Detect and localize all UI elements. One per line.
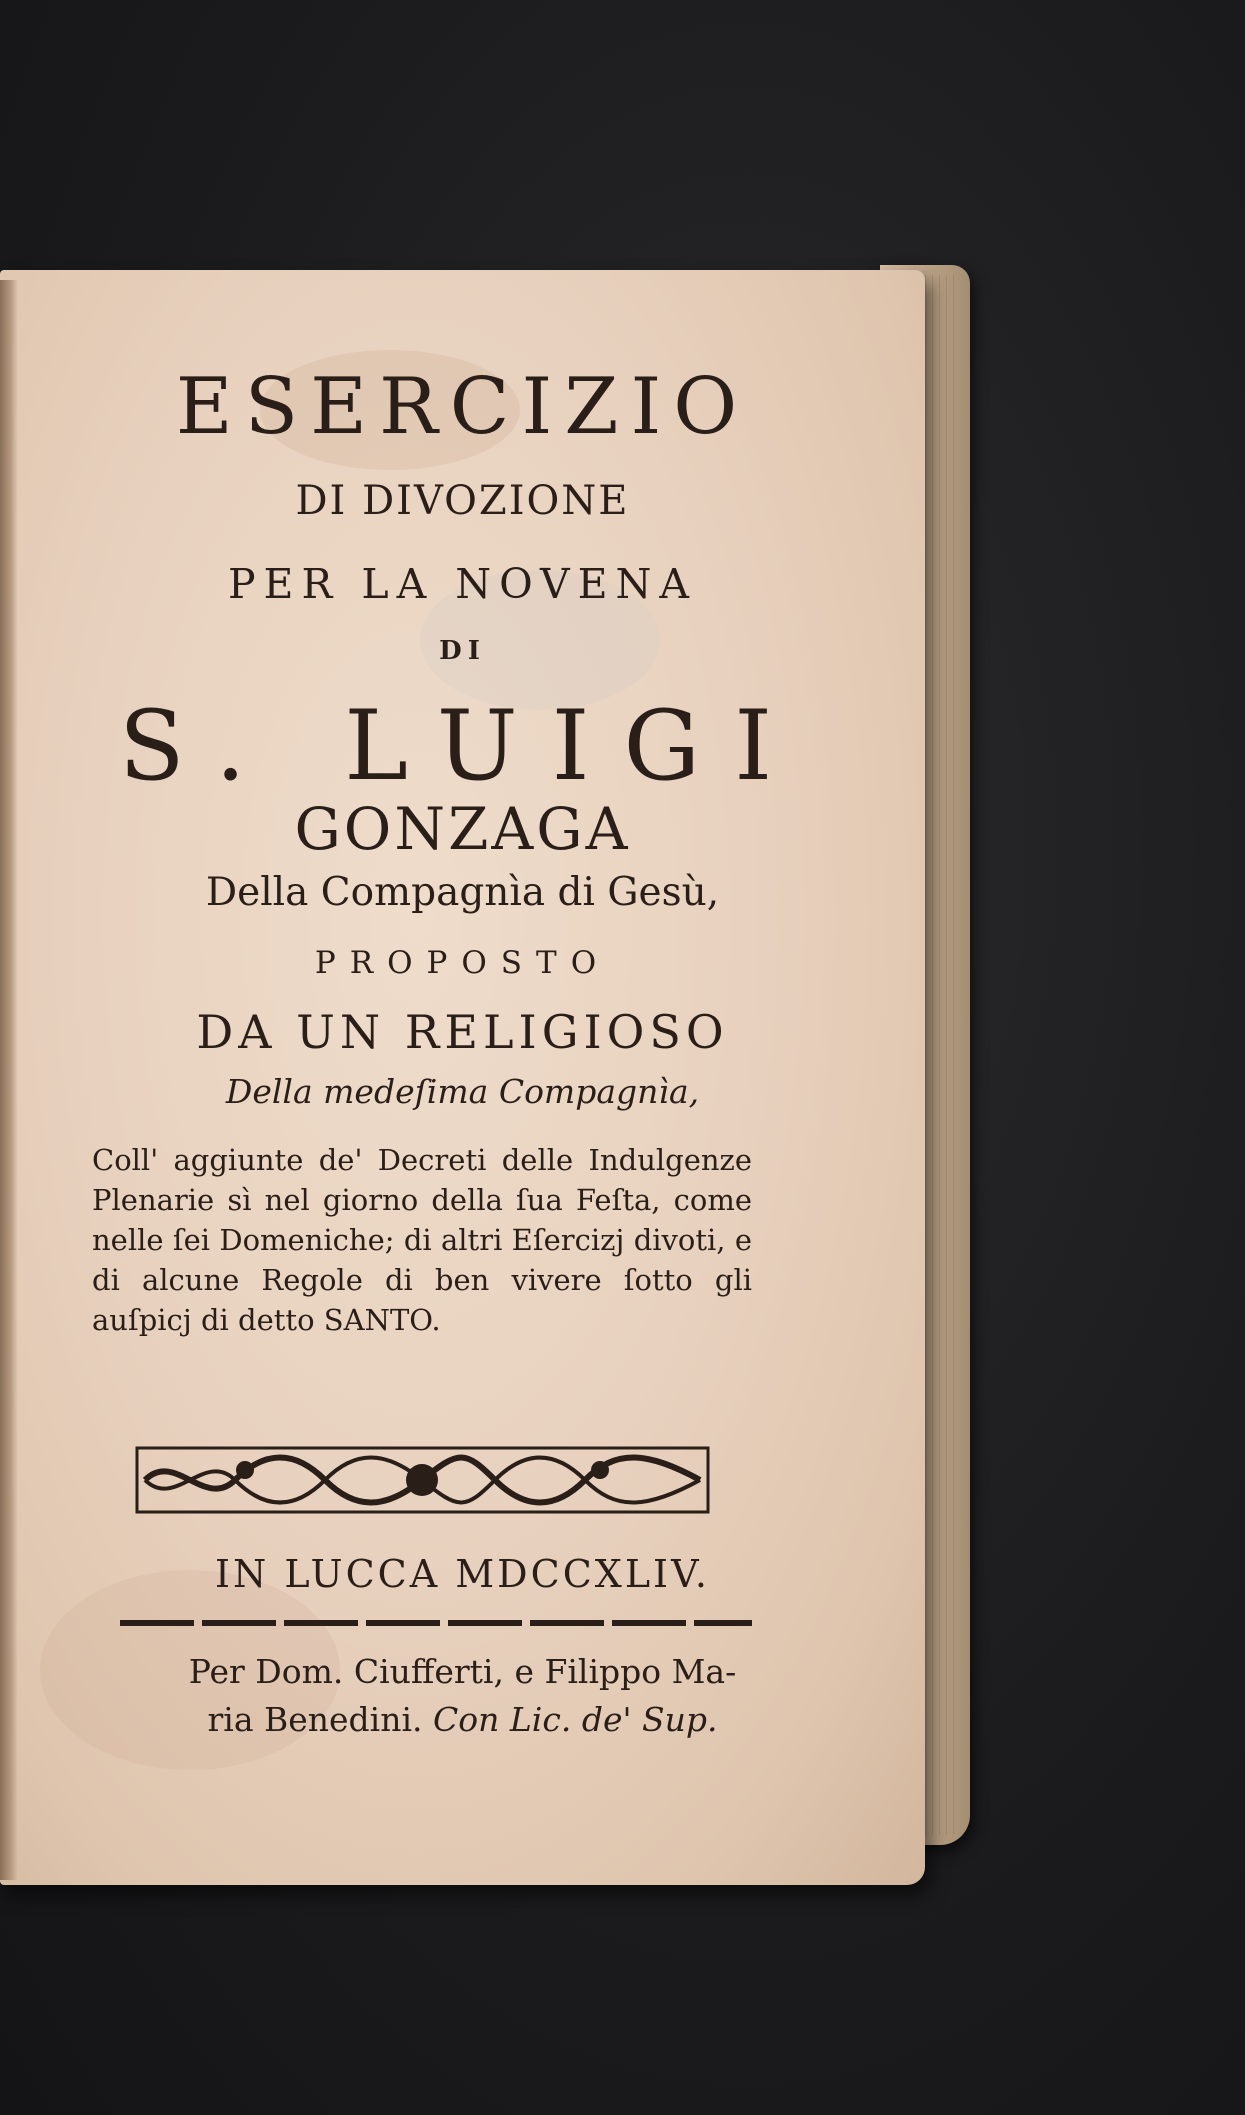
title-line-proposto: PROPOSTO xyxy=(314,945,611,981)
title-line-religioso: DA UN RELIGIOSO xyxy=(196,1005,729,1059)
title-line-di: DI xyxy=(439,636,486,666)
imprint-place-date: IN LUCCA MDCCXLIV. xyxy=(215,1552,710,1596)
title-line-esercizio: ESERCIZIO xyxy=(175,362,750,452)
title-line-per-la-novena: PER LA NOVENA xyxy=(227,560,698,608)
title-line-gonzaga: GONZAGA xyxy=(294,795,631,863)
dashed-rule xyxy=(120,1620,752,1626)
printer-line-2 xyxy=(0,1700,925,1739)
ornament-icon xyxy=(135,1440,710,1520)
title-line-di-divozione: DI DIVOZIONE xyxy=(295,478,630,524)
title-line-compagnia: Della Compagnìa di Gesù, xyxy=(205,870,720,915)
license-note: Con Lic. de' Sup. xyxy=(433,1700,718,1739)
description-paragraph: Coll' aggiunte de' Decreti delle Indulgenze Plenarie sì nel giorno della ſua Feſta, come nelle ſei Domeniche; di altri Eſercizj divoti, e di alcune Regole di ben vivere ſotto gli auſpicj di detto SANTO. xyxy=(92,1143,752,1337)
printer-names: ria Benedini. xyxy=(207,1700,423,1739)
printer-line-1: Per Dom. Ciufferti, e Filippo Ma- xyxy=(188,1652,737,1691)
title-line-s-luigi: S. LUIGI xyxy=(118,690,807,802)
title-line-medesima: Della medeſima Compagnìa, xyxy=(225,1072,700,1111)
